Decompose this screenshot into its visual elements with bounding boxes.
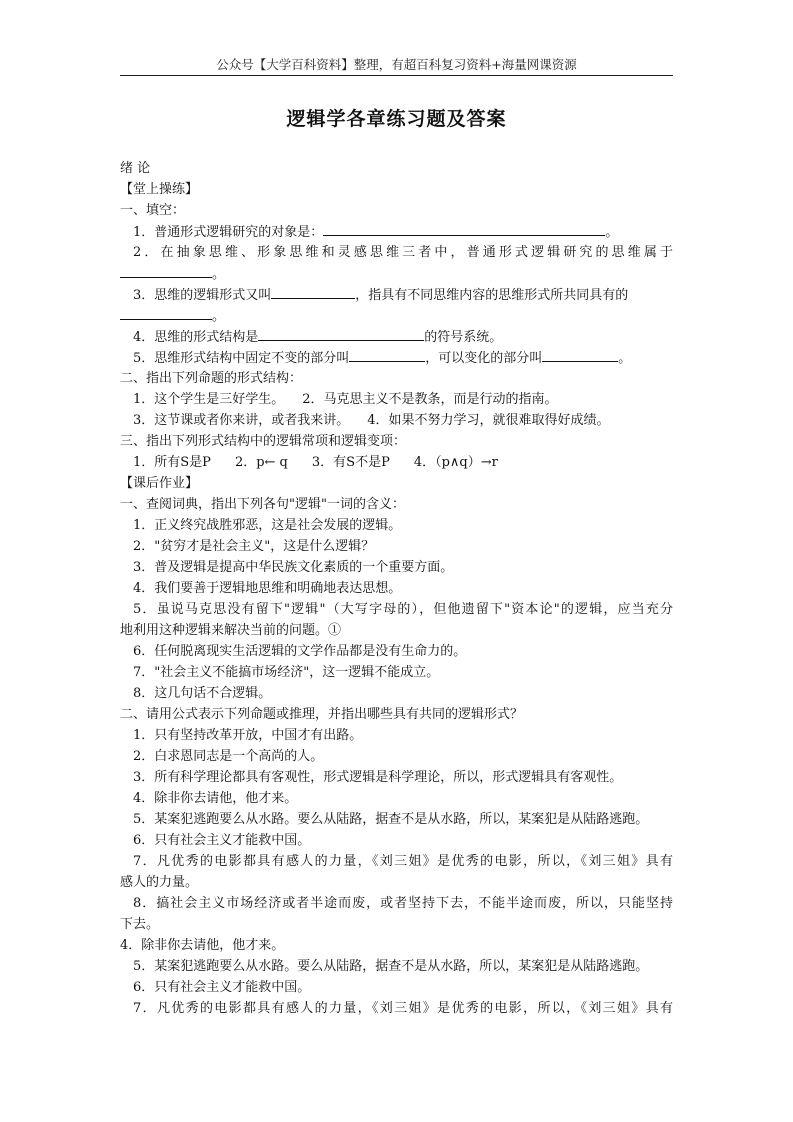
fill-question-2: 2．在抽象思维、形象思维和灵感思维三者中，普通形式逻辑研究的思维属于 (133, 245, 673, 260)
fill-question-2-cont: 。 (120, 263, 673, 284)
fill-question-3: 3．思维的逻辑形式又叫 ，指具有不同思维内容的思维形式所共同具有的 (120, 284, 673, 305)
chapter-heading: 绪 论 (120, 161, 151, 176)
answer-blank (349, 347, 425, 362)
document-title: 逻辑学各章练习题及答案 (286, 108, 507, 130)
list-item: 4．除非你去请他，他才来。 (120, 938, 285, 953)
header-divider (120, 75, 673, 76)
document-body (120, 158, 673, 1019)
list-item-cont: 下去。 (120, 917, 160, 932)
constants-items: 1．所有S是P 2．p← q 3．有S不是P 4．（p∧q）→r (133, 455, 498, 470)
page-header: 公众号【大学百科资料】整理，有超百科复习资料+海量网课资源 (216, 57, 577, 72)
answer-blank (271, 284, 355, 299)
answer-blank (120, 305, 212, 320)
list-item: 8．搞社会主义市场经济或者半途而废，或者坚持下去，不能半途而废，所以，只能坚持 (133, 896, 673, 911)
list-item: 6．只有社会主义才能救中国。 (133, 980, 311, 995)
section-class-practice: 【堂上操练】 (120, 182, 199, 197)
list-item: 1．正义终究战胜邪恶，这是社会发展的逻辑。 (133, 518, 402, 533)
list-item: 7．"社会主义不能搞市场经济"，这一逻辑不能成立。 (133, 665, 440, 680)
answer-blank (323, 221, 605, 236)
fill-blank-heading: 一、填空： (120, 203, 186, 218)
list-item: 5．某案犯逃跑要么从水路。要么从陆路，据查不是从水路，所以，某案犯是从陆路逃跑。 (133, 812, 649, 827)
list-item: 3．所有科学理论都具有客观性，形式逻辑是科学理论，所以，形式逻辑具有客观性。 (133, 770, 623, 785)
list-item: 2．白求恩同志是一个高尚的人。 (133, 749, 324, 764)
answer-blank (120, 263, 212, 278)
fill-question-1: 1．普通形式逻辑研究的对象是： 。 (120, 221, 673, 242)
list-item: 6．只有社会主义才能救中国。 (133, 833, 311, 848)
list-item: 8．这几句话不合逻辑。 (133, 686, 272, 701)
list-item-cont: 感人的力量。 (120, 875, 199, 890)
fill-question-3-cont: 。 (120, 305, 673, 326)
homework-2-heading: 二、请用公式表示下列命题或推理，并指出哪些具有共同的逻辑形式？ (120, 707, 524, 722)
list-item: 1．只有坚持改革开放，中国才有出路。 (133, 728, 363, 743)
constants-heading: 三、指出下列形式结构中的逻辑常项和逻辑变项： (120, 434, 407, 449)
structure-items-row-1: 1．这个学生是三好学生。 2．马克思主义不是教条，而是行动的指南。 (133, 392, 558, 407)
structure-heading: 二、指出下列命题的形式结构： (120, 371, 303, 386)
list-item-cont: 地利用这种逻辑来解决当前的问题。① (120, 623, 342, 638)
fill-question-4: 4．思维的形式结构是 的符号系统。 (120, 326, 673, 347)
list-item: 2．"贫穷才是社会主义"，这是什么逻辑？ (133, 539, 375, 554)
list-item: 7．凡优秀的电影都具有感人的力量，《刘三姐》是优秀的电影，所以，《刘三姐》具有 (133, 1001, 673, 1016)
homework-1-heading: 一、查阅词典，指出下列各句"逻辑"一词的含义： (120, 497, 405, 512)
list-item: 6．任何脱离现实生活逻辑的文学作品都是没有生命力的。 (133, 644, 467, 659)
answer-blank (258, 326, 424, 341)
section-homework: 【课后作业】 (120, 476, 199, 491)
structure-items-row-2: 3．这节课或者你来讲，或者我来讲。 4．如果不努力学习，就很难取得好成绩。 (133, 413, 610, 428)
list-item: 4．除非你去请他，他才来。 (133, 791, 298, 806)
list-item: 3．普及逻辑是提高中华民族文化素质的一个重要方面。 (133, 560, 454, 575)
list-item: 5．某案犯逃跑要么从水路。要么从陆路，据查不是从水路，所以，某案犯是从陆路逃跑。 (133, 959, 649, 974)
list-item: 5．虽说马克思没有留下"逻辑"（大写字母的），但他遗留下"资本论"的逻辑，应当充分 (133, 602, 673, 617)
fill-question-5: 5．思维形式结构中固定不变的部分叫 ，可以变化的部分叫 。 (120, 347, 673, 368)
list-item: 7．凡优秀的电影都具有感人的力量，《刘三姐》是优秀的电影，所以，《刘三姐》具有 (133, 854, 673, 869)
list-item: 4．我们要善于逻辑地思维和明确地表达思想。 (133, 581, 402, 596)
answer-blank (542, 347, 618, 362)
